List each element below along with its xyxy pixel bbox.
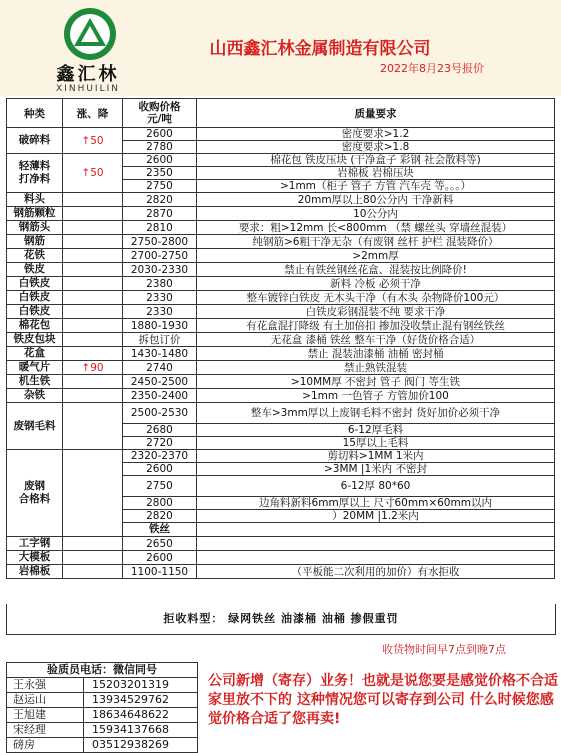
price-cell: 2800 — [123, 497, 197, 510]
price-cell: 2870 — [123, 207, 197, 221]
change-cell — [63, 207, 123, 221]
requirement-cell: >2mm厚 — [197, 249, 555, 263]
table-row — [7, 389, 555, 403]
contact-name: 王永强 — [7, 678, 84, 692]
price-cell: 2320-2370 — [123, 450, 197, 463]
quote-date: 2022年8月23号报价 — [380, 62, 484, 75]
requirement-cell: >10MM厚 不密封 管子 阀门 等生铁 — [197, 375, 555, 389]
requirement-cell: 禁止 混装油漆桶 油桶 密封桶 — [197, 347, 555, 361]
contact-row — [7, 723, 197, 738]
contact-phone: 18634648622 — [92, 708, 169, 721]
contact-phone: 15934137668 — [92, 723, 169, 736]
price-cell: 2820 — [123, 510, 197, 523]
table-row — [7, 207, 555, 221]
contact-row — [7, 693, 197, 708]
change-cell — [63, 347, 123, 361]
contact-row — [7, 738, 197, 752]
table-row — [7, 235, 555, 249]
requirement-cell: 有花盒混打降级 有土加倍扣 掺加没收禁止混有钢丝铁丝 — [197, 319, 555, 333]
price-cell: 1430-1480 — [123, 347, 197, 361]
price-cell: 2720 — [123, 437, 197, 450]
change-cell — [63, 249, 123, 263]
requirement-cell: 15厚以上毛料 — [197, 437, 555, 450]
contact-name: 磅房 — [7, 738, 84, 752]
category-cell: 岩棉板 — [7, 565, 63, 579]
table-row — [7, 193, 555, 207]
change-cell — [63, 277, 123, 291]
price-cell: 2450-2500 — [123, 375, 197, 389]
requirement-cell — [197, 551, 555, 565]
requirement-cell: ）20MM |1.2米内 — [197, 510, 555, 523]
category-cell: 杂铁 — [7, 389, 63, 403]
change-cell — [63, 565, 123, 579]
price-cell: 2750 — [123, 180, 197, 193]
contact-title: 验质员电话：微信同号 — [7, 663, 197, 678]
header-requirement: 质量要求 — [197, 99, 555, 128]
price-cell: 2380 — [123, 277, 197, 291]
category-cell: 钢筋头 — [7, 221, 63, 235]
header — [0, 0, 561, 96]
requirement-cell: 禁止熟铁混装 — [197, 361, 555, 375]
change-cell — [197, 523, 555, 537]
table-body — [7, 128, 555, 579]
requirement-cell: 纯钢筋>6粗干净无杂（有废钢 丝杆 护栏 混装降价） — [197, 235, 555, 249]
table-header-row — [7, 99, 555, 128]
requirement-cell: 6-12厚 80*60 — [197, 476, 555, 497]
price-cell: 2700-2750 — [123, 249, 197, 263]
price-cell: 1100-1150 — [123, 565, 197, 579]
contact-phone: 03512938269 — [92, 738, 169, 751]
category-cell: 破碎料 — [7, 128, 63, 154]
change-cell: ↑50 — [63, 154, 123, 193]
requirement-cell: >1mm 一色管子 方管加价100 — [197, 389, 555, 403]
price-table — [6, 98, 555, 579]
requirement-cell: 整车镀锌白铁皮 无木头干净（有木头 杂物降价100元） — [197, 291, 555, 305]
table-row — [7, 333, 555, 347]
requirement-cell: 新料 冷板 必须干净 — [197, 277, 555, 291]
change-cell — [63, 551, 123, 565]
requirement-cell: 10公分内 — [197, 207, 555, 221]
change-cell — [63, 319, 123, 333]
change-cell — [63, 291, 123, 305]
storage-notice: 公司新增（寄存）业务！也就是说您要是感觉价格不合适家里放不下的 这种情况您可以寄存到公司 什么时候您感觉价格合适了您再卖! — [208, 673, 558, 727]
table-row — [7, 277, 555, 291]
header-change: 涨、降 — [63, 99, 123, 128]
table-row — [7, 403, 555, 424]
table-row — [7, 263, 555, 277]
requirement-cell: 要求：粗>12mm 长<800mm （禁 螺丝头 穿墙丝混装） — [197, 221, 555, 235]
requirement-cell: >3MM |1米内 不密封 — [197, 463, 555, 476]
price-cell: 2030-2330 — [123, 263, 197, 277]
category-cell: 暖气片 — [7, 361, 63, 375]
change-cell — [63, 305, 123, 319]
price-cell: 2810 — [123, 221, 197, 235]
price-cell: 2680 — [123, 424, 197, 437]
header-category: 种类 — [7, 99, 63, 128]
contact-row — [7, 708, 197, 723]
price-cell: 2330 — [123, 291, 197, 305]
category-cell: 白铁皮 — [7, 277, 63, 291]
company-name: 山西鑫汇林金属制造有限公司 — [209, 39, 431, 59]
requirement-cell: 密度要求>1.2 — [197, 128, 555, 141]
change-cell — [63, 403, 123, 450]
requirement-cell: 20mm厚以上80公分内 干净新料 — [197, 193, 555, 207]
price-cell: 2820 — [123, 193, 197, 207]
category-cell: 料头 — [7, 193, 63, 207]
table-row — [7, 361, 555, 375]
change-cell — [63, 235, 123, 249]
category-cell: 白铁皮 — [7, 305, 63, 319]
price-cell: 2740 — [123, 361, 197, 375]
category-cell: 机生铁 — [7, 375, 63, 389]
change-cell: ↑50 — [63, 128, 123, 154]
contact-name: 宋经理 — [7, 723, 84, 737]
contact-phone: 15203201319 — [92, 678, 169, 691]
price-cell: 2750 — [123, 476, 197, 497]
change-cell — [63, 193, 123, 207]
category-cell: 钢筋 — [7, 235, 63, 249]
contact-list — [6, 662, 198, 753]
requirement-cell: 整车>3mm厚以上废钢毛料不密封 货好加价必须干净 — [197, 403, 555, 424]
table-row — [7, 347, 555, 361]
price-cell: 2600 — [123, 154, 197, 167]
price-cell: 2600 — [123, 551, 197, 565]
price-cell: 拆包订价 — [123, 333, 197, 347]
requirement-cell: 无花盒 漆桶 铁丝 整车干净（好货价格合适） — [197, 333, 555, 347]
change-cell — [63, 450, 123, 537]
category-cell: 铁皮 — [7, 263, 63, 277]
category-cell: 花铁 — [7, 249, 63, 263]
change-cell: ↑90 — [63, 361, 123, 375]
change-cell — [63, 375, 123, 389]
price-cell: 2600 — [123, 128, 197, 141]
price-cell: 2750-2800 — [123, 235, 197, 249]
requirement-cell: 岩棉板 岩棉压块 — [197, 167, 555, 180]
category-cell: 花盒 — [7, 347, 63, 361]
change-cell — [63, 537, 123, 551]
contact-name: 赵运山 — [7, 693, 84, 707]
requirement-cell: 禁止有铁丝钢丝花盒、混装按比例降价! — [197, 263, 555, 277]
table-row — [7, 128, 555, 141]
category-cell: 白铁皮 — [7, 291, 63, 305]
change-cell — [63, 221, 123, 235]
contact-phone: 13934529762 — [92, 693, 169, 706]
requirement-cell: 白铁皮彩钢混装不纯 要求干净 — [197, 305, 555, 319]
contact-row — [7, 678, 197, 693]
category-cell: 铁丝 — [123, 523, 197, 537]
table-row — [7, 375, 555, 389]
category-cell: 轻薄料 打净料 — [7, 154, 63, 193]
requirement-cell: 密度要求>1.8 — [197, 141, 555, 154]
category-cell: 工字钢 — [7, 537, 63, 551]
category-cell: 钢筋颗粒 — [7, 207, 63, 221]
receiving-hours: 收货物时间早7点到晚7点 — [382, 643, 506, 656]
table-row — [7, 319, 555, 333]
requirement-cell: （平板能二次利用的加价）有水拒收 — [197, 565, 555, 579]
change-cell — [63, 263, 123, 277]
price-cell: 2350-2400 — [123, 389, 197, 403]
price-cell: 2650 — [123, 537, 197, 551]
category-cell: 大模板 — [7, 551, 63, 565]
table-row — [7, 291, 555, 305]
requirement-cell: 棉花包 铁皮压块 (干净盒子 彩钢 社会散料等) — [197, 154, 555, 167]
table-row — [7, 154, 555, 167]
price-cell: 2780 — [123, 141, 197, 154]
header-price: 收购价格 元/吨 — [123, 99, 197, 128]
brand-pinyin: XINHUILIN — [56, 84, 120, 94]
category-cell: 铁皮包块 — [7, 333, 63, 347]
table-row — [7, 551, 555, 565]
category-cell: 棉花包 — [7, 319, 63, 333]
requirement-cell: 边角料新料6mm厚以上 尺寸60mm×60mm以内 — [197, 497, 555, 510]
change-cell — [63, 333, 123, 347]
requirement-cell: >1mm（柜子 管子 方管 汽车壳 等。。。） — [197, 180, 555, 193]
table-row — [7, 537, 555, 551]
table-row — [7, 450, 555, 463]
price-cell: 2350 — [123, 167, 197, 180]
rejected-materials: 拒收料型： 绿网铁丝 油漆桶 油桶 掺假重罚 — [6, 604, 556, 635]
table-row — [7, 305, 555, 319]
price-cell: 1880-1930 — [123, 319, 197, 333]
requirement-cell: 6-12厚毛料 — [197, 424, 555, 437]
price-cell: 2600 — [123, 463, 197, 476]
price-cell: 2330 — [123, 305, 197, 319]
requirement-cell: 剪切料>1MM 1米内 — [197, 450, 555, 463]
table-row — [7, 221, 555, 235]
requirement-cell — [197, 537, 555, 551]
change-cell — [63, 389, 123, 403]
category-cell: 废钢 合格料 — [7, 450, 63, 537]
contact-name: 王旭建 — [7, 708, 84, 722]
table-row — [7, 249, 555, 263]
price-cell: 2500-2530 — [123, 403, 197, 424]
brand-name: 鑫汇林 — [56, 64, 120, 85]
table-row — [7, 565, 555, 579]
category-cell: 废钢毛料 — [7, 403, 63, 450]
